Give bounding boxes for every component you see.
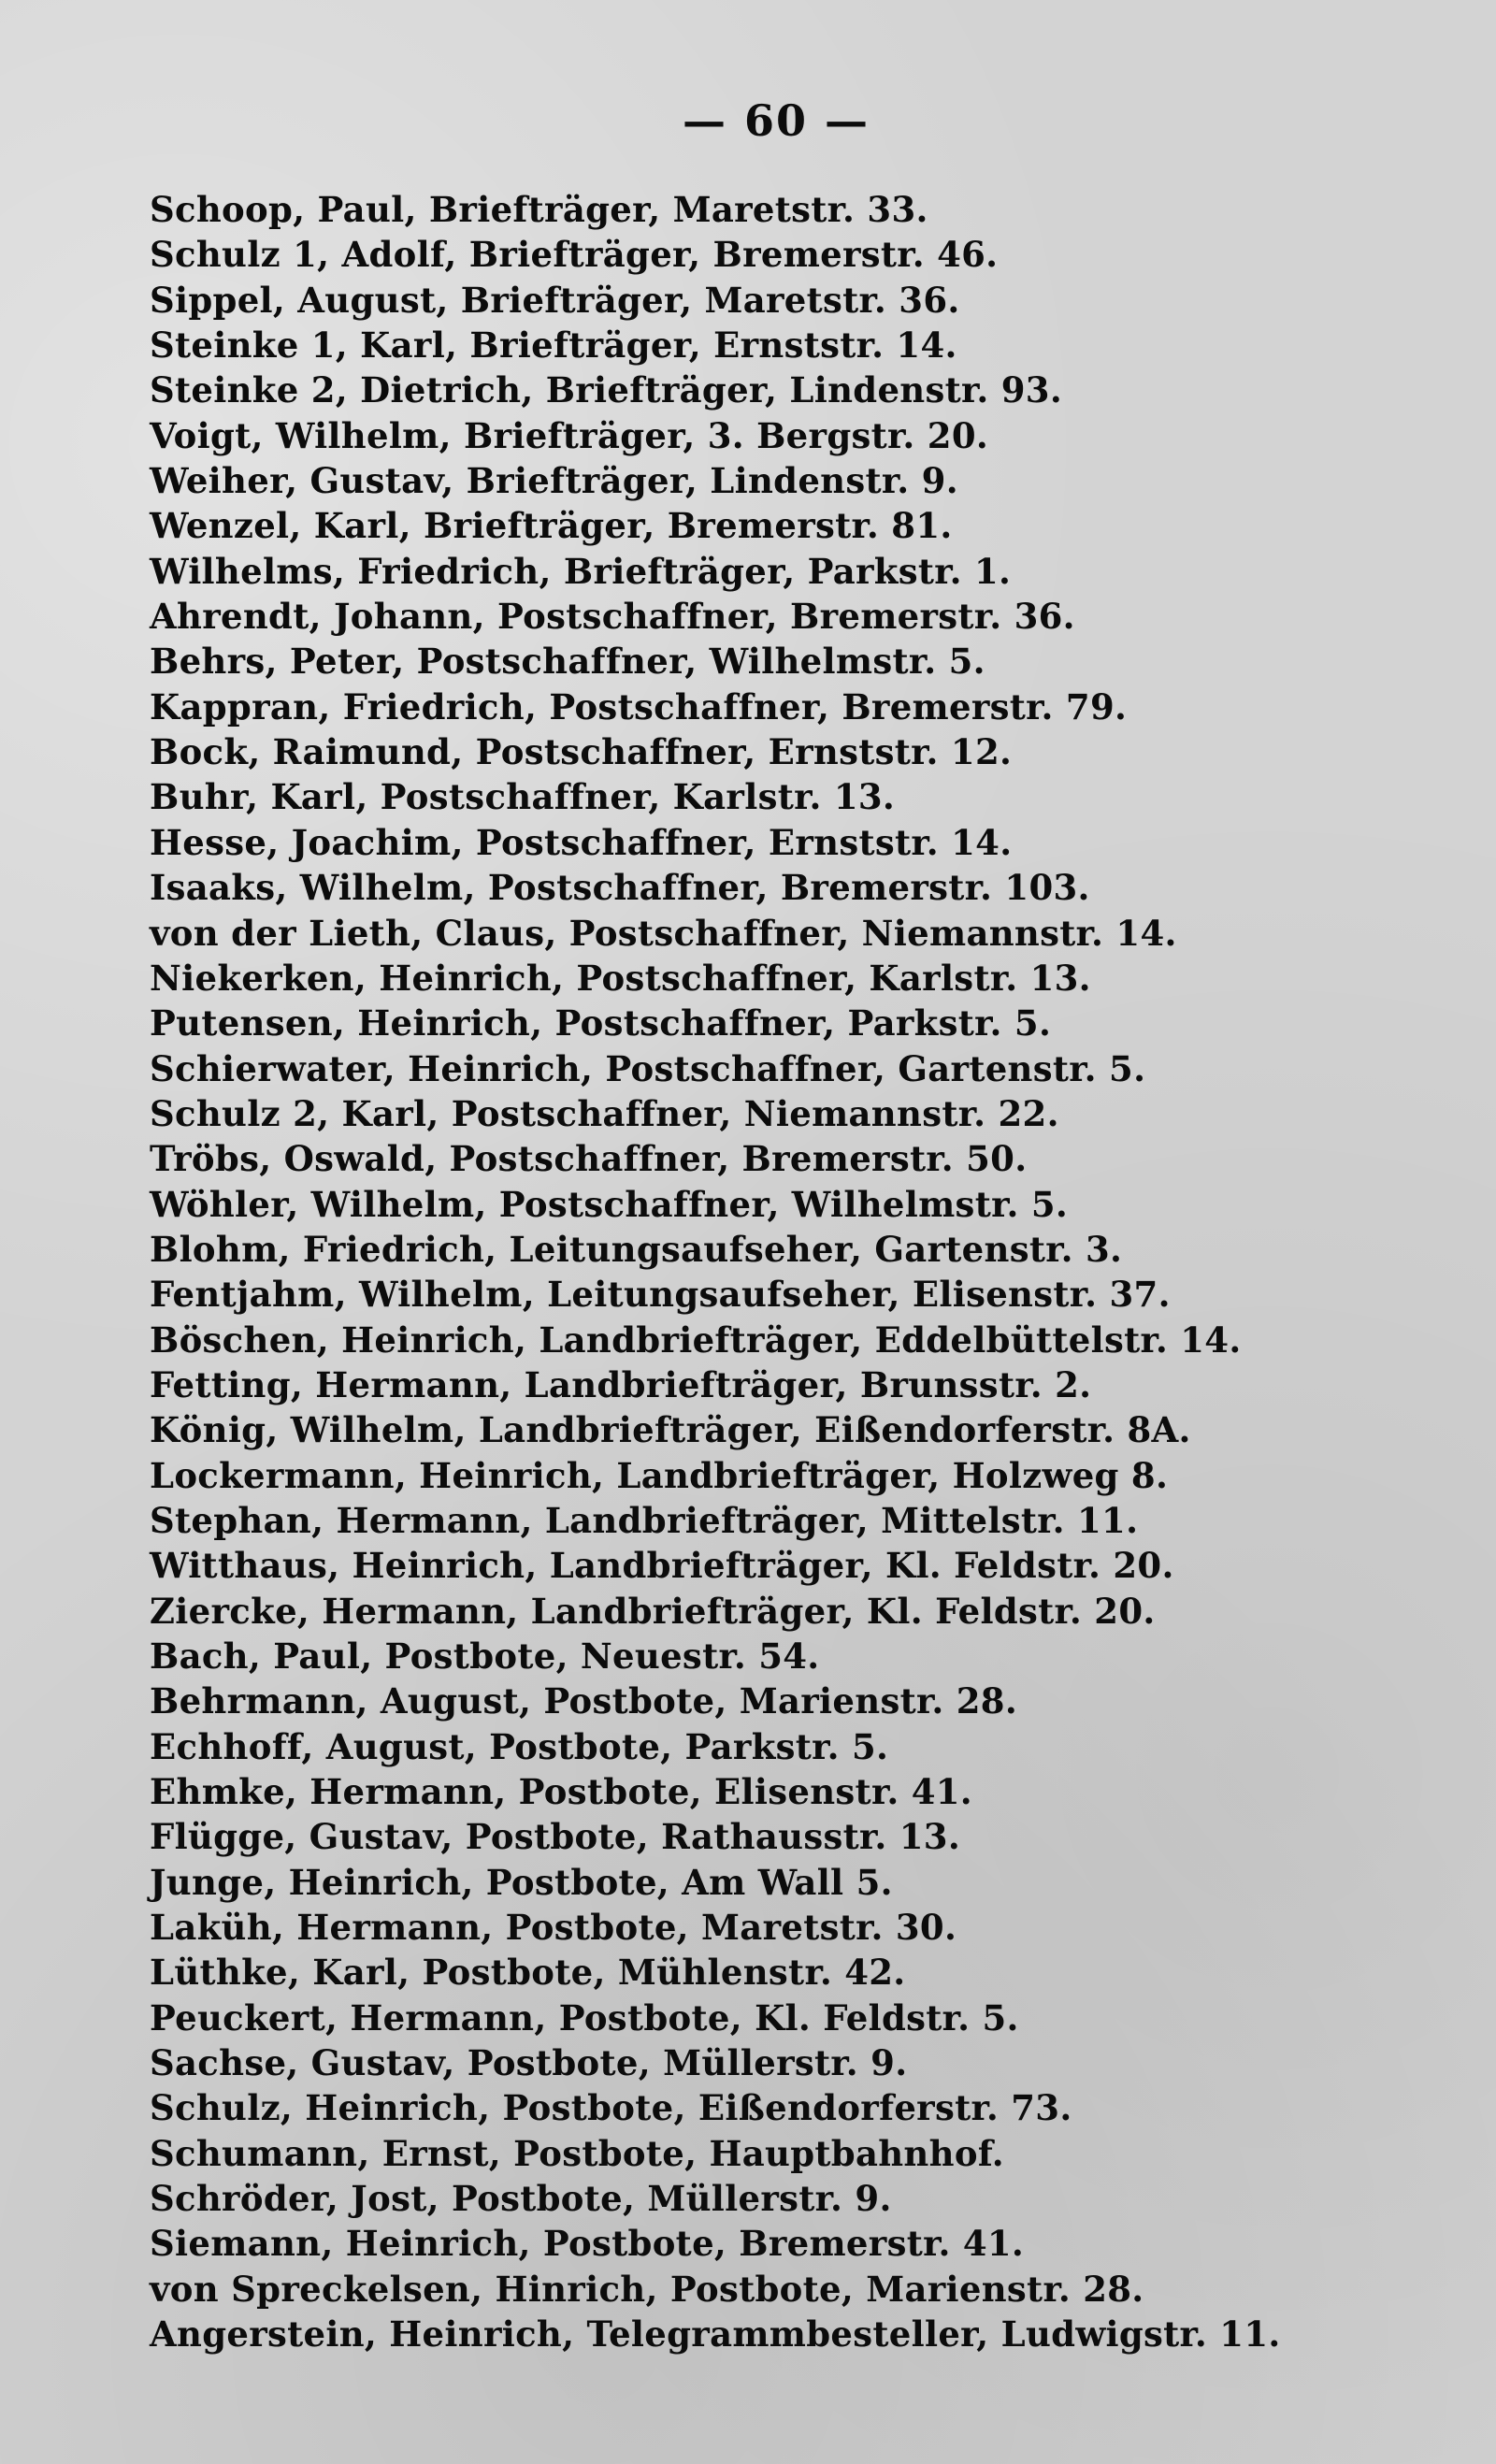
directory-entry: Sachse, Gustav, Postbote, Müllerstr. 9.	[150, 2042, 908, 2084]
directory-entry: Schulz, Heinrich, Postbote, Eißendorferstr. 73.	[150, 2087, 1072, 2129]
directory-entry: Steinke 2, Dietrich, Briefträger, Lindenstr. 93.	[150, 369, 1063, 411]
directory-entry: Ahrendt, Johann, Postschaffner, Bremerstr. 36.	[150, 596, 1075, 638]
directory-entry: Buhr, Karl, Postschaffner, Karlstr. 13.	[150, 776, 896, 818]
directory-entry: Steinke 1, Karl, Briefträger, Ernststr. 14.	[150, 324, 957, 367]
directory-entry: Schumann, Ernst, Postbote, Hauptbahnhof.	[150, 2132, 1004, 2174]
directory-entry: von Spreckelsen, Hinrich, Postbote, Marienstr. 28.	[150, 2268, 1144, 2310]
directory-entry: Junge, Heinrich, Postbote, Am Wall 5.	[150, 1861, 893, 1903]
directory-entry: Blohm, Friedrich, Leitungsaufseher, Gartenstr. 3.	[150, 1228, 1123, 1270]
directory-entry: Lüthke, Karl, Postbote, Mühlenstr. 42.	[150, 1952, 906, 1994]
directory-entry: Behrs, Peter, Postschaffner, Wilhelmstr. 5.	[150, 641, 985, 683]
directory-entry: Schulz 2, Karl, Postschaffner, Niemannstr. 22.	[150, 1092, 1059, 1134]
directory-entry: Böschen, Heinrich, Landbriefträger, Eddelbüttelstr. 14.	[150, 1318, 1242, 1361]
directory-entry: Stephan, Hermann, Landbriefträger, Mittelstr. 11.	[150, 1499, 1139, 1541]
directory-entry: Behrmann, August, Postbote, Marienstr. 28.	[150, 1680, 1018, 1722]
directory-entry: Bock, Raimund, Postschaffner, Ernststr. 12.	[150, 731, 1013, 773]
directory-entry: Fetting, Hermann, Landbriefträger, Brunsstr. 2.	[150, 1363, 1092, 1405]
directory-entry: Schoop, Paul, Briefträger, Maretstr. 33.	[150, 189, 928, 230]
directory-entry: Peuckert, Hermann, Postbote, Kl. Feldstr. 5.	[150, 1996, 1019, 2039]
directory-entry: Wöhler, Wilhelm, Postschaffner, Wilhelmstr. 5.	[150, 1183, 1069, 1225]
directory-entry: König, Wilhelm, Landbriefträger, Eißendorferstr. 8A.	[150, 1409, 1191, 1451]
directory-entry: Putensen, Heinrich, Postschaffner, Parkstr. 5.	[150, 1002, 1052, 1045]
directory-entry: Echhoff, August, Postbote, Parkstr. 5.	[150, 1725, 889, 1767]
directory-entry: Hesse, Joachim, Postschaffner, Ernststr. 14.	[150, 821, 1013, 863]
directory-entry: Kappran, Friedrich, Postschaffner, Bremerstr. 79.	[150, 685, 1128, 728]
directory-entry: Wenzel, Karl, Briefträger, Bremerstr. 81.	[150, 505, 953, 547]
directory-entry: Flügge, Gustav, Postbote, Rathausstr. 13.	[150, 1816, 961, 1858]
directory-entry: Bach, Paul, Postbote, Neuestr. 54.	[150, 1635, 820, 1677]
page-number: — 60 —	[682, 95, 870, 146]
directory-entry: Angerstein, Heinrich, Telegrammbesteller, Ludwigstr. 11.	[150, 2313, 1281, 2356]
directory-entry: Siemann, Heinrich, Postbote, Bremerstr. 41.	[150, 2223, 1025, 2265]
directory-entry: Niekerken, Heinrich, Postschaffner, Karlstr. 13.	[150, 957, 1091, 999]
directory-entry: Tröbs, Oswald, Postschaffner, Bremerstr. 50.	[150, 1138, 1028, 1180]
directory-entry: Schierwater, Heinrich, Postschaffner, Gartenstr. 5.	[150, 1047, 1146, 1089]
directory-entry: von der Lieth, Claus, Postschaffner, Niemannstr. 14.	[150, 912, 1177, 954]
directory-entry: Ehmke, Hermann, Postbote, Elisenstr. 41.	[150, 1771, 972, 1813]
directory-entry: Weiher, Gustav, Briefträger, Lindenstr. 9.	[150, 460, 958, 502]
directory-entry: Fentjahm, Wilhelm, Leitungsaufseher, Elisenstr. 37.	[150, 1274, 1171, 1316]
directory-entry: Sippel, August, Briefträger, Maretstr. 36.	[150, 279, 960, 321]
directory-entry: Isaaks, Wilhelm, Postschaffner, Bremerstr. 103.	[150, 867, 1090, 909]
directory-entry: Voigt, Wilhelm, Briefträger, 3. Bergstr. 20.	[150, 414, 989, 456]
directory-entry: Ziercke, Hermann, Landbriefträger, Kl. Feldstr. 20.	[150, 1590, 1156, 1632]
directory-entry: Lockermann, Heinrich, Landbriefträger, Holzweg 8.	[150, 1454, 1169, 1496]
directory-entry: Wilhelms, Friedrich, Briefträger, Parkstr. 1.	[150, 550, 1012, 592]
directory-entry: Schröder, Jost, Postbote, Müllerstr. 9.	[150, 2178, 892, 2220]
directory-entry: Witthaus, Heinrich, Landbriefträger, Kl. Feldstr. 20.	[150, 1545, 1174, 1587]
directory-entry: Schulz 1, Adolf, Briefträger, Bremerstr. 46.	[150, 234, 999, 276]
directory-entry-list	[150, 187, 1459, 2357]
directory-entry: Laküh, Hermann, Postbote, Maretstr. 30.	[150, 1907, 957, 1949]
